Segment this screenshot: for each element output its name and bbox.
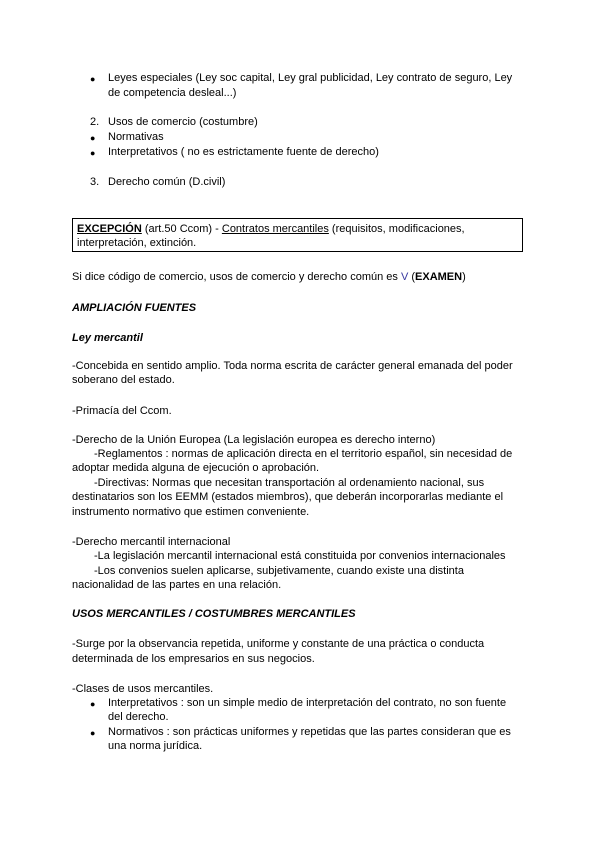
- interpretativos-item: Interpretativos ( no es estrictamente fuente de derecho): [108, 146, 379, 158]
- list-number: 3.: [90, 176, 100, 188]
- leyes-especiales-line1: Leyes especiales (Ley soc capital, Ley gral publicidad, Ley contrato de seguro, Ley: [108, 72, 513, 84]
- list-number: 2.: [90, 116, 100, 128]
- directivas-line1: -Directivas: Normas que necesitan transportación al ordenamiento nacional, sus: [94, 477, 485, 489]
- usos-heading: USOS MERCANTILES / COSTUMBRES MERCANTILES: [72, 608, 356, 620]
- excepcion-art: (art.50 Ccom) -: [141, 223, 222, 235]
- excepcion-label: EXCEPCIÓN: [77, 223, 142, 235]
- primacia-line: -Primacía del Ccom.: [72, 405, 172, 417]
- bullet-icon: ●: [90, 148, 96, 158]
- excepcion-line1: [77, 222, 465, 237]
- leyes-especiales-line2: de competencia desleal...): [108, 87, 237, 99]
- contratos-mercantiles: Contratos mercantiles: [221, 223, 329, 235]
- concebida-line1: -Concebida en sentido amplio. Toda norma escrita de carácter general emanada del poder: [72, 360, 513, 372]
- note-line: [72, 270, 466, 285]
- directivas-line3: instrumento normativo que estimen conveniente.: [72, 506, 310, 518]
- examen-label: EXAMEN: [415, 271, 463, 283]
- normativas-item: Normativas: [108, 131, 164, 143]
- bullet-icon: ●: [90, 133, 96, 143]
- directivas-line2: destinatarios son los EEMM (estados miembros), que deberán incorporarlas mediante el: [72, 491, 504, 503]
- bullet-icon: ●: [90, 699, 96, 709]
- excepcion-rest: (requisitos, modificaciones,: [328, 223, 465, 235]
- excepcion-line2: interpretación, extinción.: [77, 237, 197, 249]
- bullet-icon: ●: [90, 74, 96, 84]
- v-mark: V: [400, 271, 409, 283]
- note-paren: ): [462, 271, 466, 283]
- reglamentos-line2: adoptar medida alguna de ejecución o aprobación.: [72, 462, 320, 474]
- ue-line: -Derecho de la Unión Europea (La legislación europea es derecho interno): [72, 434, 436, 446]
- ley-mercantil-subheading: Ley mercantil: [72, 332, 143, 344]
- bullet-icon: ●: [90, 728, 96, 738]
- convenios-line1: -Los convenios suelen aplicarse, subjetivamente, cuando existe una distinta: [94, 565, 464, 577]
- ampliacion-heading: AMPLIACIÓN FUENTES: [72, 302, 197, 314]
- convenios-line2: nacionalidad de las partes en una relación.: [72, 579, 282, 591]
- surge-line2: determinada de los empresarios en sus negocios.: [72, 653, 315, 665]
- clases-line: -Clases de usos mercantiles.: [72, 683, 214, 695]
- surge-line1: -Surge por la observancia repetida, uniforme y constante de una práctica o conducta: [72, 638, 485, 650]
- usos-comercio-item: Usos de comercio (costumbre): [108, 116, 258, 128]
- derecho-comun-item: Derecho común (D.civil): [108, 176, 226, 188]
- concebida-line2: soberano del estado.: [72, 374, 175, 386]
- note-text: Si dice código de comercio, usos de comercio y derecho común es: [72, 271, 401, 283]
- internacional-line: -Derecho mercantil internacional: [72, 536, 231, 548]
- normativos-usos-line2: una norma jurídica.: [108, 740, 203, 752]
- interpretativos-usos-line2: del derecho.: [108, 711, 169, 723]
- note-paren: (: [408, 271, 416, 283]
- interpretativos-usos-line1: Interpretativos : son un simple medio de interpretación del contrato, no son fuente: [108, 697, 507, 709]
- legislacion-int-line: -La legislación mercantil internacional está constituida por convenios internacionales: [94, 550, 506, 562]
- normativos-usos-line1: Normativos : son prácticas uniformes y repetidas que las partes consideran que es: [108, 726, 511, 738]
- reglamentos-line1: -Reglamentos : normas de aplicación directa en el territorio español, sin necesidad de: [94, 448, 513, 460]
